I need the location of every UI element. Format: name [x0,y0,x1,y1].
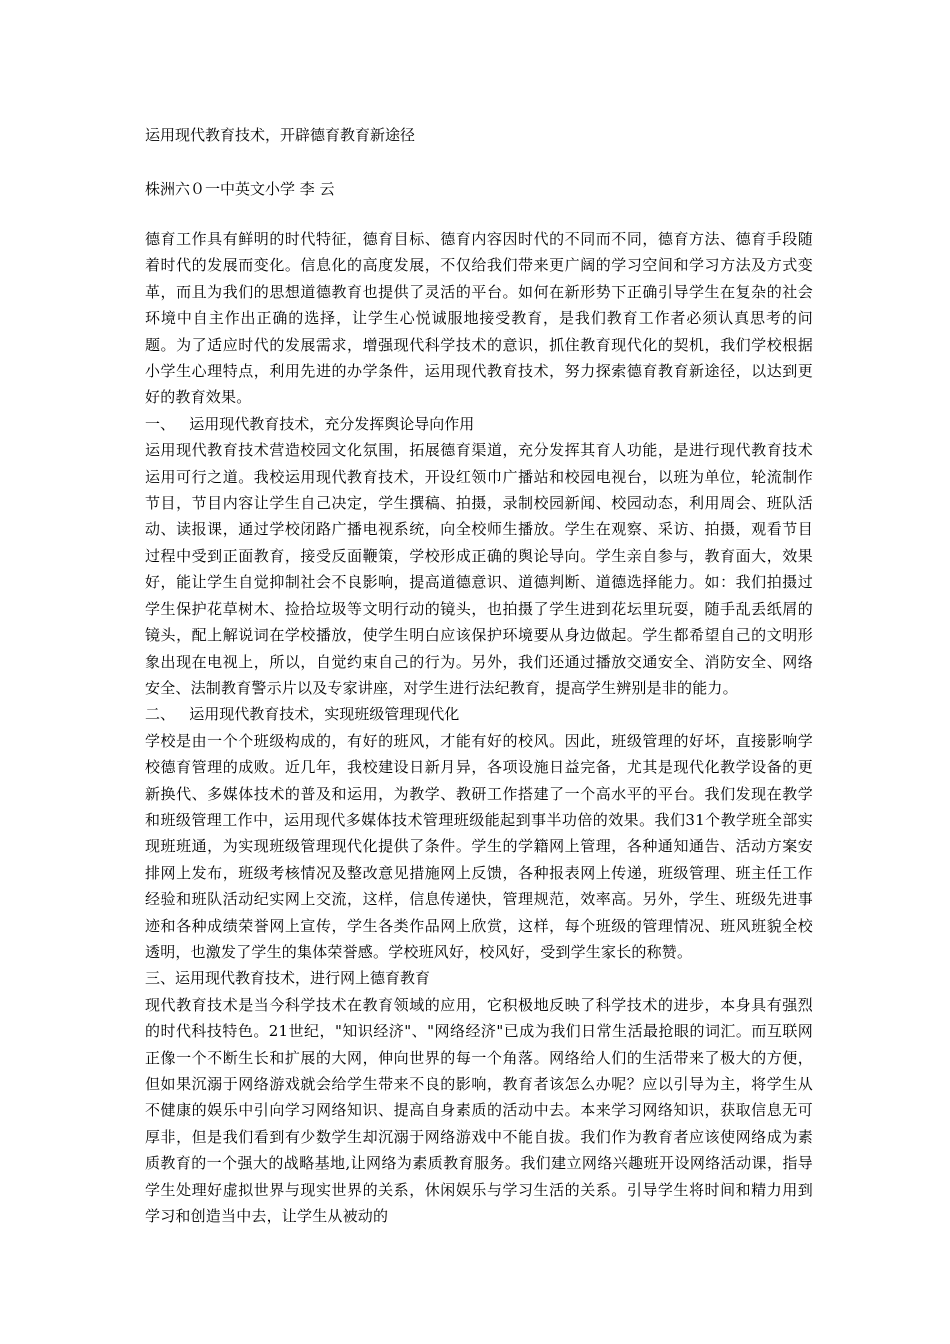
document-body [145,226,813,1229]
section-3-heading: 三、运用现代教育技术，进行网上德育教育 [145,969,431,988]
document-page [145,122,813,1229]
document-title: 运用现代教育技术，开辟德育教育新途径 [145,126,416,144]
section-2-heading: 二、 运用现代教育技术，实现班级管理现代化 [145,705,460,724]
document-author: 株洲六０一中英文小学 李 云 [145,180,335,198]
section-1-heading: 一、 运用现代教育技术，充分发挥舆论导向作用 [145,414,475,433]
section-2-paragraph: 学校是由一个个班级构成的，有好的班风，才能有好的校风。因此，班级管理的好坏，直接影响学校德育管理的成败。近几年，我校建设日新月异，各项设施日益完备，尤其是现代化教学设备的更新换代、多媒体技术的普及和运用，为教学、教研工作搭建了一个高水平的平台。我们发现在教学和班级管理工作中，运用现代多媒体技术管理班级能起到事半功倍的效果。我们31个教学班全部实现班班通，为实现班级管理现代化提供了条件。学生的学籍网上管理，各种通知通告、活动方案安排网上发布，班级考核情况及整改意见措施网上反馈，各种报表网上传递，班级管理、班主任工作经验和班队活动纪实网上交流，这样，信息传递快，管理规范，效率高。另外，学生、班级先进事迹和各种成绩荣誉网上宣传，学生各类作品网上欣赏，这样，每个班级的管理情况、班风班貌全校透明，也激发了学生的集体荣誉感。学校班风好，校风好，受到学生家长的称赞。 [145,731,813,961]
intro-paragraph: 德育工作具有鲜明的时代特征，德育目标、德育内容因时代的不同而不同，德育方法、德育手段随着时代的发展而变化。信息化的高度发展，不仅给我们带来更广阔的学习空间和学习方法及方式变革，而且为我们的思想道德教育也提供了灵活的平台。如何在新形势下正确引导学生在复杂的社会环境中自主作出正确的选择，让学生心悦诚服地接受教育，是我们教育工作者必须认真思考的问题。为了适应时代的发展需求，增强现代科学技术的意识，抓住教育现代化的契机，我们学校根据小学生心理特点，利用先进的办学条件，运用现代教育技术，努力探索德育教育新途径，以达到更好的教育效果。 [145,230,813,407]
section-3-paragraph: 现代教育技术是当今科学技术在教育领域的应用，它积极地反映了科学技术的进步，本身具有强烈的时代科技特色。21世纪，"知识经济"、"网络经济"已成为我们日常生活最抢眼的词汇。而互联网正像一个不断生长和扩展的大网，伸向世界的每一个角落。网络给人们的生活带来了极大的方便，但如果沉溺于网络游戏就会给学生带来不良的影响，教育者该怎么办呢？应以引导为主，将学生从不健康的娱乐中引向学习网络知识、提高自身素质的活动中去。本来学习网络知识，获取信息无可厚非，但是我们看到有少数学生却沉溺于网络游戏中不能自拔。我们作为教育者应该使网络成为素质教育的一个强大的战略基地,让网络为素质教育服务。我们建立网络兴趣班开设网络活动课，指导学生处理好虚拟世界与现实世界的关系，休闲娱乐与学习生活的关系。引导学生将时间和精力用到学习和创造当中去，让学生从被动的 [145,995,813,1226]
section-1-paragraph: 运用现代教育技术营造校园文化氛围，拓展德育渠道，充分发挥其育人功能，是进行现代教育技术运用可行之道。我校运用现代教育技术，开设红领巾广播站和校园电视台，以班为单位，轮流制作节目，节目内容让学生自己决定，学生撰稿、拍摄，录制校园新闻、校园动态，利用周会、班队活动、读报课，通过学校闭路广播电视系统，向全校师生播放。学生在观察、采访、拍摄，观看节目过程中受到正面教育，接受反面鞭策，学校形成正确的舆论导向。学生亲自参与，教育面大，效果好，能让学生自觉抑制社会不良影响，提高道德意识、道德判断、道德选择能力。如：我们拍摄过学生保护花草树木、捡拾垃圾等文明行动的镜头，也拍摄了学生进到花坛里玩耍，随手乱丢纸屑的镜头，配上解说词在学校播放，使学生明白应该保护环境要从身边做起。学生都希望自己的文明形象出现在电视上，所以，自觉约束自己的行为。另外，我们还通过播放交通安全、消防安全、网络安全、法制教育警示片以及专家讲座，对学生进行法纪教育，提高学生辨别是非的能力。 [145,441,813,697]
